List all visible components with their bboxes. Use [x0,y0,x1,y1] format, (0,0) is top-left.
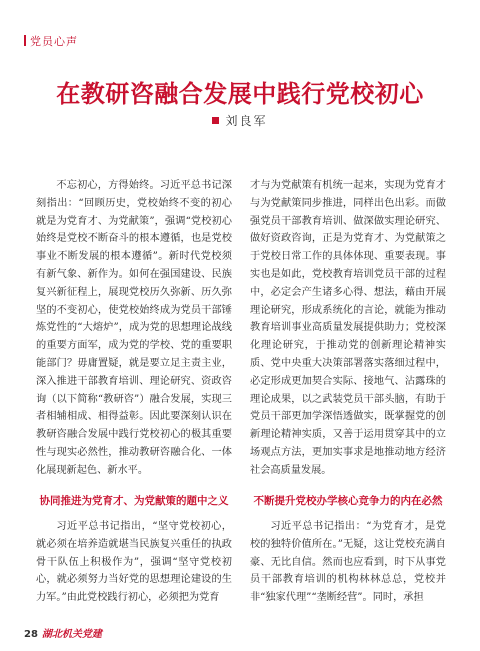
body-paragraph: 习近平总书记指出：“为党育才，是党校的独特价值所在。”无疑，这让党校充满自豪、无比自信。然而也应看到，时下从事党员干部教育培训的机构林林总总，党校并非“独家代理”“垄断经营”。同时，承担 [250,521,446,604]
body-column-right [250,177,446,480]
body-paragraph: 才与为党献策有机统一起来，实现为党育才与为党献策同步推进，同样出色出彩。而做强党员干部教育培训、做深做实理论研究、做好资政咨询，正是为党育才、为党献策之于党校日常工作的具体体现、重要表现。事实也是如此，党校教育培训党员干部的过程中，必定会产生诸多心得、想法，藉由开展理论研究，形成系统化的言论，就能为推动教育培训事业高质量发展提供助力；党校深化理论研究，于推动党的创新理论精神实质、党中央重大决策部署落实落细过程中，必定形成更加契合实际、接地气、沾露珠的理论成果，以之武装党员干部头脑，有助于党员干部更加学深悟透做实，既掌握党的创新理论精神实质，又善于运用贯穿其中的立场观点方法，更加实事求是地推动地方经济社会高质量发展。 [250,180,446,476]
subheading-left: 协同推进为党育才、为党献策的题中之义 [39,495,229,507]
page-footer [24,625,102,640]
section-tag [24,33,78,49]
section2-column-right [250,518,446,607]
author-marker [212,117,219,124]
body-paragraph: 不忘初心，方得始终。习近平总书记深刻指出：“回顾历史，党校始终不变的初心就是为党育才、为党献策”，强调“党校初心始终是党校不断奋斗的根本遵循，也是党校事业不断发展的根本遵循”。新时代党校须有新气象、新作为。如何在强国建设、民族复兴新征程上，展现党校历久弥新、历久弥坚的不变初心，使党校始终成为党员干部锤炼党性的“大熔炉”，成为党的思想理论战线的重要方面军，成为党的学校、党的重要职能部门？毋庸置疑，就是要立足主责主业，深入推进干部教育培训、理论研究、资政咨询（以下简称“教研咨”）融合发展，实现三者相辅相成、相得益彰。因此要深刻认识在教研咨融合发展中践行党校初心的极其重要性与现实必然性，推动教研咨融合化、一体化展现新起色、新水平。 [36,180,232,476]
section2-column-left [36,518,232,607]
section-bar [24,35,26,46]
page-number: 28 [24,629,38,640]
subheading-right: 不断提升党校办学核心竞争力的内在必然 [253,495,443,507]
magazine-name: 湖北机关党建 [41,629,102,640]
article-title: 在教研咨融合发展中践行党校初心 [56,79,424,108]
author-line [0,112,480,129]
section-label: 党员心声 [30,35,78,48]
body-column-left [36,177,232,480]
body-paragraph: 习近平总书记指出，“坚守党校初心，就必须在培养造就堪当民族复兴重任的执政骨干队伍上积极作为”，强调“坚守党校初心，就必须努力当好党的思想理论建设的生力军。”由此党校践行初心，必须把为党育 [36,521,232,604]
author-name: 刘良军 [225,114,268,128]
